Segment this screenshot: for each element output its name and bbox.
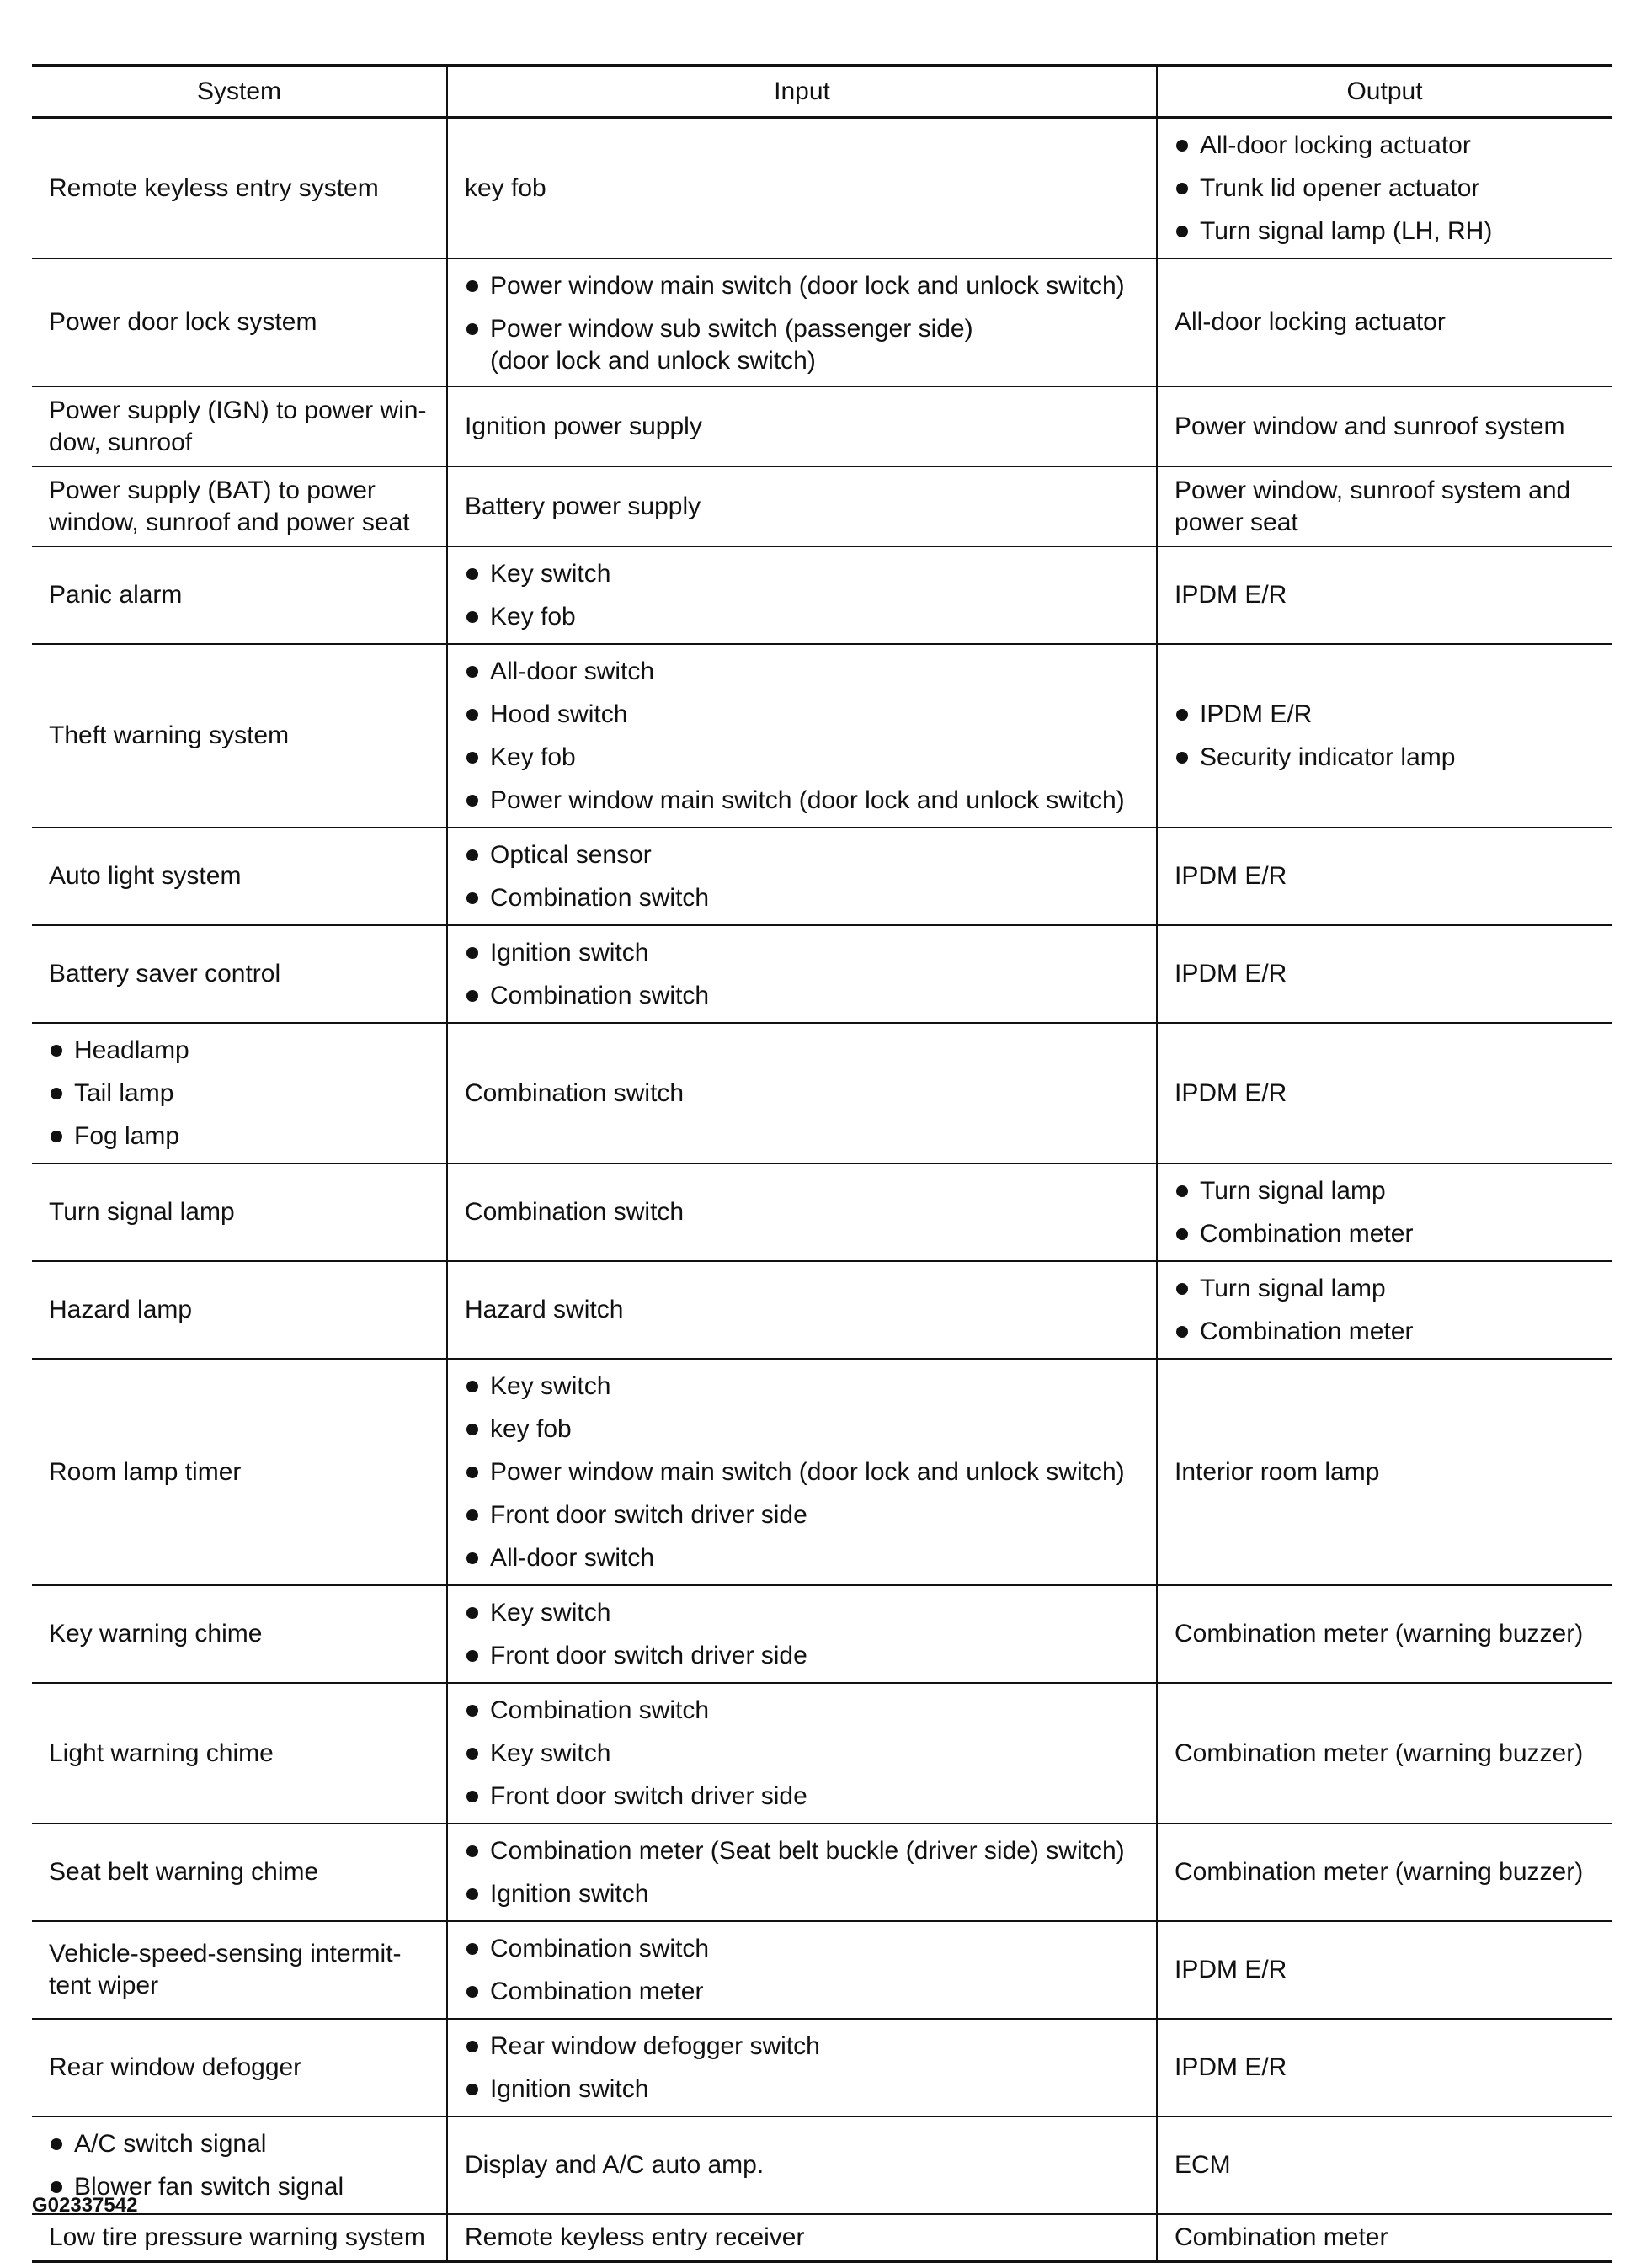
system-cell bbox=[32, 1023, 447, 1163]
list-item: Key switch bbox=[465, 552, 1139, 595]
list-item: Rear window defogger switch bbox=[465, 2025, 1139, 2068]
output-text: All-door locking actuator bbox=[1175, 308, 1446, 336]
input-list bbox=[465, 552, 1139, 638]
input-list bbox=[465, 1829, 1139, 1915]
output-text: IPDM E/R bbox=[1175, 1956, 1287, 1983]
system-cell bbox=[32, 1163, 447, 1261]
list-item: Combination meter bbox=[465, 1970, 1139, 2013]
table-row bbox=[32, 1023, 1612, 1163]
system-text: Light warning chime bbox=[49, 1738, 274, 1767]
input-list bbox=[465, 650, 1139, 822]
output-cell bbox=[1157, 546, 1612, 644]
system-cell bbox=[32, 925, 447, 1023]
table-row bbox=[32, 828, 1612, 925]
list-item: All-door locking actuator bbox=[1175, 124, 1595, 167]
list-item: Front door switch driver side bbox=[465, 1634, 1139, 1677]
system-text-line: dow, sunroof bbox=[49, 428, 193, 456]
output-cell bbox=[1157, 1823, 1612, 1921]
list-item: key fob bbox=[465, 1408, 1139, 1451]
output-text: IPDM E/R bbox=[1175, 1078, 1287, 1107]
input-cell bbox=[447, 2214, 1157, 2261]
input-cell bbox=[447, 2019, 1157, 2116]
table-row bbox=[32, 1261, 1612, 1359]
input-list bbox=[465, 833, 1139, 919]
list-item: Power window main switch (door lock and unlock switch) bbox=[465, 264, 1139, 307]
input-cell bbox=[447, 118, 1157, 259]
input-text: Combination switch bbox=[465, 1198, 685, 1226]
table-row bbox=[32, 118, 1612, 259]
table-row bbox=[32, 1921, 1612, 2019]
list-item: A/C switch signal bbox=[49, 2122, 429, 2165]
output-text: ECM bbox=[1175, 2151, 1231, 2179]
input-list bbox=[465, 2025, 1139, 2111]
header-system: System bbox=[32, 66, 447, 118]
list-item: Front door switch driver side bbox=[465, 1775, 1139, 1818]
table-header-row bbox=[32, 66, 1612, 118]
system-cell bbox=[32, 466, 447, 546]
input-list bbox=[465, 1689, 1139, 1818]
list-item: Power window main switch (door lock and unlock switch) bbox=[465, 779, 1139, 822]
table-row bbox=[32, 1359, 1612, 1585]
output-text: IPDM E/R bbox=[1175, 960, 1287, 988]
output-cell bbox=[1157, 1921, 1612, 2019]
list-item: Turn signal lamp bbox=[1175, 1169, 1595, 1212]
list-item: Fog lamp bbox=[49, 1115, 429, 1158]
system-text: Turn signal lamp bbox=[49, 1198, 235, 1226]
system-text-line: Vehicle-speed-sensing intermit- bbox=[49, 1940, 402, 1967]
input-text: Display and A/C auto amp. bbox=[465, 2151, 765, 2179]
output-text: IPDM E/R bbox=[1175, 2053, 1287, 2081]
list-item: Combination meter (Seat belt buckle (driver side) switch) bbox=[465, 1829, 1139, 1872]
input-text: Hazard switch bbox=[465, 1296, 624, 1323]
input-cell bbox=[447, 466, 1157, 546]
table-row bbox=[32, 1585, 1612, 1683]
system-cell bbox=[32, 1585, 447, 1683]
list-item: Combination meter bbox=[1175, 1310, 1595, 1353]
list-item: Combination switch bbox=[465, 876, 1139, 919]
output-cell bbox=[1157, 828, 1612, 925]
output-cell bbox=[1157, 1163, 1612, 1261]
input-cell bbox=[447, 1585, 1157, 1683]
output-cell bbox=[1157, 466, 1612, 546]
input-list bbox=[465, 1591, 1139, 1677]
list-item: IPDM E/R bbox=[1175, 693, 1595, 736]
system-text: Power door lock system bbox=[49, 308, 317, 336]
system-text-line: tent wiper bbox=[49, 1972, 159, 1999]
system-text: Remote keyless entry system bbox=[49, 173, 379, 202]
system-cell bbox=[32, 258, 447, 386]
table-row bbox=[32, 466, 1612, 546]
table-row bbox=[32, 2116, 1612, 2214]
list-item: Key switch bbox=[465, 1591, 1139, 1634]
list-item: Key switch bbox=[465, 1365, 1139, 1408]
input-cell bbox=[447, 546, 1157, 644]
system-text: Seat belt warning chime bbox=[49, 1858, 319, 1886]
output-text: IPDM E/R bbox=[1175, 581, 1287, 609]
output-text-line: Power window, sunroof system and bbox=[1175, 476, 1571, 504]
output-cell bbox=[1157, 2116, 1612, 2214]
list-item: All-door switch bbox=[465, 650, 1139, 693]
table-row bbox=[32, 386, 1612, 466]
system-cell bbox=[32, 546, 447, 644]
list-item: Key fob bbox=[465, 595, 1139, 638]
list-item: Hood switch bbox=[465, 693, 1139, 736]
input-cell bbox=[447, 828, 1157, 925]
table-row bbox=[32, 644, 1612, 828]
list-item: Security indicator lamp bbox=[1175, 736, 1595, 779]
output-list bbox=[1175, 124, 1595, 253]
list-item: Ignition switch bbox=[465, 931, 1139, 974]
input-cell bbox=[447, 1921, 1157, 2019]
input-cell bbox=[447, 1023, 1157, 1163]
system-text: Panic alarm bbox=[49, 581, 183, 609]
output-text: Combination meter (warning buzzer) bbox=[1175, 1620, 1584, 1648]
list-item-continuation: (door lock and unlock switch) bbox=[490, 347, 816, 375]
output-text: IPDM E/R bbox=[1175, 862, 1287, 890]
output-cell bbox=[1157, 2019, 1612, 2116]
system-cell bbox=[32, 1921, 447, 2019]
output-text: Power window and sunroof system bbox=[1175, 412, 1565, 440]
input-cell bbox=[447, 644, 1157, 828]
list-item: Combination switch bbox=[465, 974, 1139, 1017]
system-list bbox=[49, 1029, 429, 1158]
output-text: Combination meter bbox=[1175, 2223, 1388, 2251]
input-text: Combination switch bbox=[465, 1078, 685, 1107]
output-cell bbox=[1157, 386, 1612, 466]
figure-id: G02337542 bbox=[32, 2194, 138, 2217]
input-text: Battery power supply bbox=[465, 492, 701, 520]
input-cell bbox=[447, 2116, 1157, 2214]
list-item: Trunk lid opener actuator bbox=[1175, 167, 1595, 210]
output-cell bbox=[1157, 1261, 1612, 1359]
list-item: Front door switch driver side bbox=[465, 1493, 1139, 1536]
output-cell bbox=[1157, 1359, 1612, 1585]
output-cell bbox=[1157, 1023, 1612, 1163]
list-item: Headlamp bbox=[49, 1029, 429, 1072]
output-cell bbox=[1157, 258, 1612, 386]
list-item bbox=[465, 307, 1139, 381]
list-item: Ignition switch bbox=[465, 2068, 1139, 2111]
system-cell bbox=[32, 118, 447, 259]
list-item: Turn signal lamp (LH, RH) bbox=[1175, 210, 1595, 253]
output-cell bbox=[1157, 925, 1612, 1023]
list-item: Turn signal lamp bbox=[1175, 1267, 1595, 1310]
output-cell bbox=[1157, 118, 1612, 259]
system-text: Hazard lamp bbox=[49, 1296, 193, 1323]
output-text-line: power seat bbox=[1175, 508, 1298, 536]
input-list bbox=[465, 1365, 1139, 1579]
system-io-table bbox=[32, 64, 1612, 2263]
list-item: Combination switch bbox=[465, 1689, 1139, 1732]
system-text: Auto light system bbox=[49, 862, 242, 890]
input-list bbox=[465, 264, 1139, 381]
output-list bbox=[1175, 693, 1595, 779]
input-list bbox=[465, 1927, 1139, 2013]
output-cell bbox=[1157, 2214, 1612, 2261]
input-cell bbox=[447, 1163, 1157, 1261]
system-cell bbox=[32, 1359, 447, 1585]
output-cell bbox=[1157, 644, 1612, 828]
input-cell bbox=[447, 1261, 1157, 1359]
input-cell bbox=[447, 258, 1157, 386]
list-item: Key fob bbox=[465, 736, 1139, 779]
list-item: Optical sensor bbox=[465, 833, 1139, 876]
input-list bbox=[465, 931, 1139, 1017]
input-text: Remote keyless entry receiver bbox=[465, 2223, 805, 2251]
table-row bbox=[32, 2019, 1612, 2116]
output-cell bbox=[1157, 1683, 1612, 1823]
system-text-line: Power supply (IGN) to power win- bbox=[49, 396, 427, 424]
list-item: Ignition switch bbox=[465, 1872, 1139, 1915]
header-output: Output bbox=[1157, 66, 1612, 118]
table-row bbox=[32, 1683, 1612, 1823]
input-text: Ignition power supply bbox=[465, 412, 702, 440]
system-text: Rear window defogger bbox=[49, 2053, 302, 2081]
list-item: Blower fan switch signal bbox=[49, 2165, 429, 2208]
system-text: Room lamp timer bbox=[49, 1457, 242, 1486]
output-text: Combination meter (warning buzzer) bbox=[1175, 1858, 1584, 1886]
system-cell bbox=[32, 1823, 447, 1921]
table-row bbox=[32, 2214, 1612, 2261]
output-list bbox=[1175, 1267, 1595, 1353]
table-row bbox=[32, 546, 1612, 644]
system-cell bbox=[32, 2019, 447, 2116]
system-cell bbox=[32, 386, 447, 466]
system-text: Key warning chime bbox=[49, 1620, 263, 1648]
table-row bbox=[32, 1163, 1612, 1261]
list-item: Combination switch bbox=[465, 1927, 1139, 1970]
input-text: key fob bbox=[465, 173, 546, 202]
system-text: Battery saver control bbox=[49, 960, 281, 988]
input-cell bbox=[447, 386, 1157, 466]
output-list bbox=[1175, 1169, 1595, 1255]
list-item: Combination meter bbox=[1175, 1212, 1595, 1255]
system-text: Theft warning system bbox=[49, 721, 290, 749]
input-cell bbox=[447, 925, 1157, 1023]
system-text-line: Power supply (BAT) to power bbox=[49, 476, 376, 504]
list-item: Key switch bbox=[465, 1732, 1139, 1775]
system-text-line: window, sunroof and power seat bbox=[49, 508, 410, 536]
list-item-text: Power window sub switch (passenger side) bbox=[490, 315, 973, 343]
table-row bbox=[32, 1823, 1612, 1921]
system-cell bbox=[32, 1261, 447, 1359]
system-cell bbox=[32, 2214, 447, 2261]
system-cell bbox=[32, 644, 447, 828]
output-cell bbox=[1157, 1585, 1612, 1683]
list-item: All-door switch bbox=[465, 1536, 1139, 1579]
output-text: Combination meter (warning buzzer) bbox=[1175, 1738, 1584, 1767]
output-text: Interior room lamp bbox=[1175, 1457, 1380, 1486]
header-input: Input bbox=[447, 66, 1157, 118]
list-item: Power window main switch (door lock and unlock switch) bbox=[465, 1451, 1139, 1493]
input-cell bbox=[447, 1359, 1157, 1585]
system-cell bbox=[32, 1683, 447, 1823]
input-cell bbox=[447, 1683, 1157, 1823]
system-cell bbox=[32, 828, 447, 925]
input-cell bbox=[447, 1823, 1157, 1921]
list-item: Tail lamp bbox=[49, 1072, 429, 1115]
system-text: Low tire pressure warning system bbox=[49, 2223, 425, 2251]
table-row bbox=[32, 925, 1612, 1023]
table-row bbox=[32, 258, 1612, 386]
